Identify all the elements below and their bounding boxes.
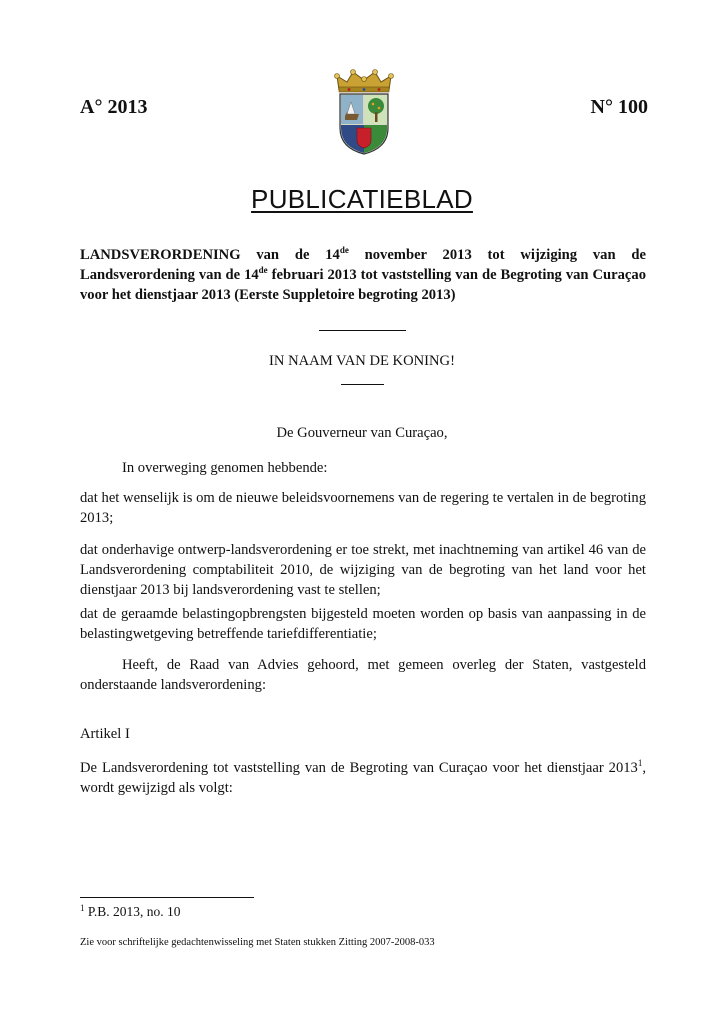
gouverneur-line: De Gouverneur van Curaçao, <box>276 425 448 441</box>
paragraph: dat het wenselijk is om de nieuwe beleidsvoornemens van de regering te vertalen in de begroting 2013; <box>80 490 646 526</box>
footnote-divider <box>80 897 254 898</box>
intro-text-1: LANDSVERORDENING van de 14 <box>80 247 340 263</box>
footnote-text: P.B. 2013, no. 10 <box>84 904 181 919</box>
artikel-heading: Artikel I <box>80 726 130 742</box>
divider <box>341 384 384 385</box>
intro-sup-2: de <box>258 265 268 275</box>
paragraph: Heeft, de Raad van Advies gehoord, met gemeen overleg der Staten, vastgesteld onderstaande landsverordening: <box>80 657 646 693</box>
artikel-text-end: , wordt gewijzigd als volgt: <box>80 760 646 796</box>
footnote-mark: 1 <box>80 903 85 913</box>
year-label: A° 2013 <box>80 96 148 118</box>
artikel-paragraph <box>80 758 646 798</box>
footnote-ref: 1 <box>637 758 643 768</box>
intro-text-2: november 2013 tot wijziging van de Landsverordening van de 14 <box>80 247 646 283</box>
intro-paragraph <box>80 245 646 305</box>
paragraph: dat onderhavige ontwerp-landsverordening er toe strekt, met inachtneming van artikel 46 van de Landsverordening comptabiliteit 2010, de wijziging van de begroting van het land voor het dienstjaar 2013 bij landsverordening vast te stellen; <box>80 542 646 598</box>
number-label: N° 100 <box>590 96 648 118</box>
artikel-text: De Landsverordening tot vaststelling van de Begroting van Curaçao voor het dienstjaar 2013 <box>80 760 638 776</box>
overweging-line: In overweging genomen hebbende: <box>122 460 328 476</box>
page-title: PUBLICATIEBLAD <box>251 184 473 214</box>
footer-note: Zie voor schriftelijke gedachtenwisseling met Staten stukken Zitting 2007-2008-033 <box>80 937 435 948</box>
intro-sup-1: de <box>339 245 349 255</box>
paragraph: dat de geraamde belastingopbrengsten bijgesteld moeten worden op basis van aanpassing in de belastingwetgeving betreffende tariefdifferentiatie; <box>80 606 646 642</box>
intro-text-3: februari 2013 tot vaststelling van de Begroting van Curaçao voor het dienstjaar 2013 (Eerste Suppletoire begroting 2013) <box>80 267 646 303</box>
coat-of-arms-icon <box>333 68 395 156</box>
footnote <box>80 903 181 920</box>
divider <box>319 330 406 331</box>
koning-heading: IN NAAM VAN DE KONING! <box>269 353 455 369</box>
